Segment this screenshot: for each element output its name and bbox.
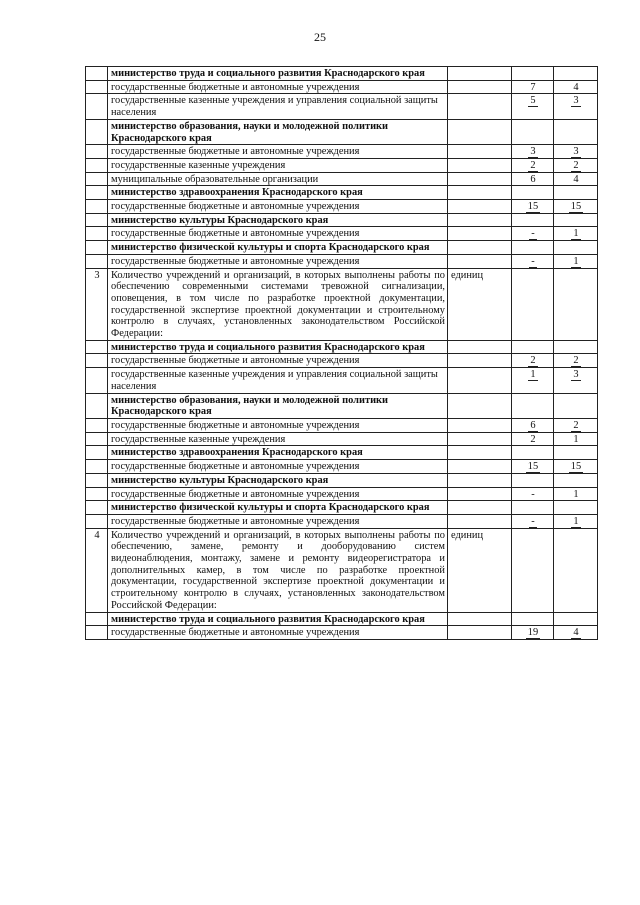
row-number — [86, 241, 108, 255]
institution-type: государственные бюджетные и автономные учреждения — [108, 227, 448, 241]
table-row — [86, 432, 598, 446]
value-2: 15 — [570, 461, 582, 473]
unit-cell — [448, 241, 512, 255]
value-cell-1 — [512, 626, 554, 640]
ministry-heading: министерство физической культуры и спорта Краснодарского края — [108, 241, 448, 255]
unit-cell — [448, 145, 512, 159]
value-1: 19 — [527, 627, 539, 639]
table-row — [86, 241, 598, 255]
table-row — [86, 254, 598, 268]
institution-type: государственные бюджетные и автономные учреждения — [108, 354, 448, 368]
value-2: 15 — [570, 201, 582, 213]
row-number — [86, 368, 108, 393]
institution-type: государственные бюджетные и автономные учреждения — [108, 626, 448, 640]
unit-cell — [448, 80, 512, 94]
table-row — [86, 340, 598, 354]
value-cell-1 — [512, 158, 554, 172]
row-number: 4 — [86, 528, 108, 612]
row-number — [86, 186, 108, 200]
ministry-heading: министерство культуры Краснодарского края — [108, 213, 448, 227]
value-cell-1 — [512, 340, 554, 354]
value-cell-1 — [512, 119, 554, 144]
value-cell-2 — [554, 501, 598, 515]
table-row — [86, 67, 598, 81]
value-cell-2 — [554, 473, 598, 487]
table-row — [86, 514, 598, 528]
row-number — [86, 145, 108, 159]
row-number — [86, 200, 108, 214]
unit-cell — [448, 368, 512, 393]
value-cell-2 — [554, 241, 598, 255]
row-number — [86, 446, 108, 460]
unit-cell — [448, 514, 512, 528]
value-1: 2 — [530, 159, 536, 171]
value-cell-2 — [554, 119, 598, 144]
row-number — [86, 172, 108, 186]
unit-cell — [448, 186, 512, 200]
unit-cell — [448, 473, 512, 487]
value-cell-2 — [554, 158, 598, 172]
value-2: 2 — [573, 355, 579, 367]
indicators-table — [85, 66, 598, 640]
value-1: 2 — [530, 355, 536, 367]
unit-cell — [448, 94, 512, 119]
institution-type: государственные казенные учреждения и управления социальной защиты населения — [108, 368, 448, 393]
unit-cell — [448, 446, 512, 460]
row-number — [86, 254, 108, 268]
table-row — [86, 501, 598, 515]
value-cell-1 — [512, 473, 554, 487]
value-cell-2 — [554, 368, 598, 393]
value-cell-2 — [554, 340, 598, 354]
value-1: 15 — [527, 201, 539, 213]
row-number — [86, 213, 108, 227]
table-row — [86, 227, 598, 241]
unit-cell — [448, 393, 512, 418]
value-2: 3 — [573, 146, 579, 158]
value-1: 7 — [530, 81, 536, 93]
institution-type: государственные бюджетные и автономные учреждения — [108, 80, 448, 94]
table-row — [86, 368, 598, 393]
row-number — [86, 460, 108, 474]
row-number — [86, 501, 108, 515]
value-cell-2 — [554, 612, 598, 626]
ministry-heading: министерство здравоохранения Краснодарского края — [108, 186, 448, 200]
institution-type: государственные бюджетные и автономные учреждения — [108, 145, 448, 159]
indicator-description: Количество учреждений и организаций, в которых выполнены работы по обеспечению современными системами тревожной сигнализации, оповещения, в том числе по разработке проектной документации, государственной экспертизе проектной документации и строительному контролю в случаях, установленных законодательством Российской Федерации: — [108, 268, 448, 340]
table-row — [86, 268, 598, 340]
table-row — [86, 186, 598, 200]
value-cell-2 — [554, 80, 598, 94]
unit-cell: единиц — [448, 528, 512, 612]
value-2: 3 — [573, 369, 579, 381]
value-cell-1 — [512, 241, 554, 255]
unit-cell — [448, 487, 512, 501]
value-2: 1 — [573, 255, 579, 267]
value-cell-1 — [512, 94, 554, 119]
unit-cell — [448, 612, 512, 626]
table-row — [86, 200, 598, 214]
value-1: 6 — [530, 173, 536, 185]
value-2: 1 — [573, 228, 579, 240]
table-row — [86, 80, 598, 94]
row-number — [86, 626, 108, 640]
unit-cell — [448, 200, 512, 214]
row-number — [86, 119, 108, 144]
value-cell-2 — [554, 145, 598, 159]
table-row — [86, 487, 598, 501]
table-row — [86, 473, 598, 487]
institution-type: государственные казенные учреждения и управления социальной защиты населения — [108, 94, 448, 119]
table-row — [86, 172, 598, 186]
row-number — [86, 158, 108, 172]
row-number — [86, 340, 108, 354]
table-row — [86, 612, 598, 626]
table-row — [86, 354, 598, 368]
unit-cell — [448, 172, 512, 186]
value-cell-2 — [554, 227, 598, 241]
table-row — [86, 145, 598, 159]
institution-type: государственные бюджетные и автономные учреждения — [108, 487, 448, 501]
unit-cell — [448, 213, 512, 227]
value-cell-1 — [512, 487, 554, 501]
unit-cell — [448, 227, 512, 241]
value-cell-2 — [554, 432, 598, 446]
value-2: 1 — [573, 488, 579, 500]
value-cell-2 — [554, 172, 598, 186]
value-cell-1 — [512, 514, 554, 528]
value-cell-1 — [512, 80, 554, 94]
value-1: - — [531, 228, 535, 240]
unit-cell — [448, 67, 512, 81]
value-cell-2 — [554, 514, 598, 528]
row-number — [86, 393, 108, 418]
value-cell-1 — [512, 200, 554, 214]
indicator-description: Количество учреждений и организаций, в которых выполнены работы по обеспечению, замене, ремонту и дооборудованию систем видеонаблюдения, монтажу, замене и ремонту видеорегистратора и дополнительных камер, в том числе по разработке проектной документации, государственной экспертизе проектной документации и строительному контролю в случаях, установленных законодательством Российской Федерации: — [108, 528, 448, 612]
value-2: 2 — [573, 419, 579, 431]
table-row — [86, 626, 598, 640]
value-cell-1 — [512, 67, 554, 81]
institution-type: государственные бюджетные и автономные учреждения — [108, 254, 448, 268]
value-1: 6 — [530, 419, 536, 431]
value-1: 2 — [530, 433, 536, 445]
table-row — [86, 158, 598, 172]
value-cell-1 — [512, 213, 554, 227]
value-cell-1 — [512, 227, 554, 241]
value-2: 4 — [573, 173, 579, 185]
row-number — [86, 94, 108, 119]
unit-cell — [448, 158, 512, 172]
value-cell-1 — [512, 172, 554, 186]
unit-cell — [448, 119, 512, 144]
institution-type: государственные бюджетные и автономные учреждения — [108, 460, 448, 474]
value-cell-2 — [554, 418, 598, 432]
table-row — [86, 528, 598, 612]
row-number: 3 — [86, 268, 108, 340]
ministry-heading: министерство образования, науки и молодежной политики Краснодарского края — [108, 393, 448, 418]
value-1: 3 — [530, 146, 536, 158]
row-number — [86, 354, 108, 368]
unit-cell — [448, 254, 512, 268]
ministry-heading: министерство образования, науки и молодежной политики Краснодарского края — [108, 119, 448, 144]
value-1: - — [531, 488, 535, 500]
value-1: 5 — [530, 95, 536, 107]
value-2: 3 — [573, 95, 579, 107]
ministry-heading: министерство труда и социального развития Краснодарского края — [108, 340, 448, 354]
value-cell-1 — [512, 418, 554, 432]
institution-type: государственные казенные учреждения — [108, 432, 448, 446]
unit-cell — [448, 354, 512, 368]
value-cell-1 — [512, 528, 554, 612]
value-1: - — [531, 255, 535, 267]
value-cell-1 — [512, 186, 554, 200]
institution-type: муниципальные образовательные организации — [108, 172, 448, 186]
ministry-heading: министерство здравоохранения Краснодарского края — [108, 446, 448, 460]
unit-cell — [448, 626, 512, 640]
row-number — [86, 67, 108, 81]
value-2: 1 — [573, 433, 579, 445]
table-row — [86, 418, 598, 432]
institution-type: государственные бюджетные и автономные учреждения — [108, 200, 448, 214]
value-cell-1 — [512, 145, 554, 159]
value-cell-1 — [512, 501, 554, 515]
row-number — [86, 514, 108, 528]
value-1: 1 — [530, 369, 536, 381]
value-2: 2 — [573, 159, 579, 171]
value-cell-2 — [554, 94, 598, 119]
indicators-table-body — [86, 67, 598, 640]
institution-type: государственные бюджетные и автономные учреждения — [108, 514, 448, 528]
unit-cell: единиц — [448, 268, 512, 340]
value-cell-1 — [512, 268, 554, 340]
table-row — [86, 94, 598, 119]
value-cell-1 — [512, 254, 554, 268]
value-cell-2 — [554, 487, 598, 501]
value-2: 4 — [573, 627, 579, 639]
value-cell-2 — [554, 186, 598, 200]
row-number — [86, 432, 108, 446]
value-cell-1 — [512, 612, 554, 626]
value-cell-2 — [554, 213, 598, 227]
row-number — [86, 418, 108, 432]
value-1: 15 — [527, 461, 539, 473]
row-number — [86, 80, 108, 94]
unit-cell — [448, 501, 512, 515]
institution-type: государственные бюджетные и автономные учреждения — [108, 418, 448, 432]
row-number — [86, 612, 108, 626]
value-cell-2 — [554, 268, 598, 340]
value-cell-2 — [554, 528, 598, 612]
ministry-heading: министерство физической культуры и спорта Краснодарского края — [108, 501, 448, 515]
value-cell-1 — [512, 460, 554, 474]
value-cell-2 — [554, 354, 598, 368]
ministry-heading: министерство труда и социального развития Краснодарского края — [108, 612, 448, 626]
institution-type: государственные казенные учреждения — [108, 158, 448, 172]
table-row — [86, 119, 598, 144]
row-number — [86, 227, 108, 241]
unit-cell — [448, 340, 512, 354]
value-2: 4 — [573, 81, 579, 93]
value-cell-1 — [512, 446, 554, 460]
value-1: - — [531, 515, 535, 527]
value-cell-2 — [554, 67, 598, 81]
row-number — [86, 473, 108, 487]
table-row — [86, 213, 598, 227]
value-2: 1 — [573, 515, 579, 527]
unit-cell — [448, 460, 512, 474]
page-number: 25 — [314, 30, 326, 44]
value-cell-1 — [512, 354, 554, 368]
value-cell-2 — [554, 446, 598, 460]
ministry-heading: министерство культуры Краснодарского края — [108, 473, 448, 487]
table-row — [86, 446, 598, 460]
value-cell-1 — [512, 368, 554, 393]
value-cell-2 — [554, 393, 598, 418]
value-cell-1 — [512, 393, 554, 418]
unit-cell — [448, 418, 512, 432]
value-cell-2 — [554, 626, 598, 640]
row-number — [86, 487, 108, 501]
unit-cell — [448, 432, 512, 446]
ministry-heading: министерство труда и социального развития Краснодарского края — [108, 67, 448, 81]
table-row — [86, 393, 598, 418]
value-cell-2 — [554, 460, 598, 474]
value-cell-2 — [554, 254, 598, 268]
value-cell-1 — [512, 432, 554, 446]
value-cell-2 — [554, 200, 598, 214]
table-row — [86, 460, 598, 474]
